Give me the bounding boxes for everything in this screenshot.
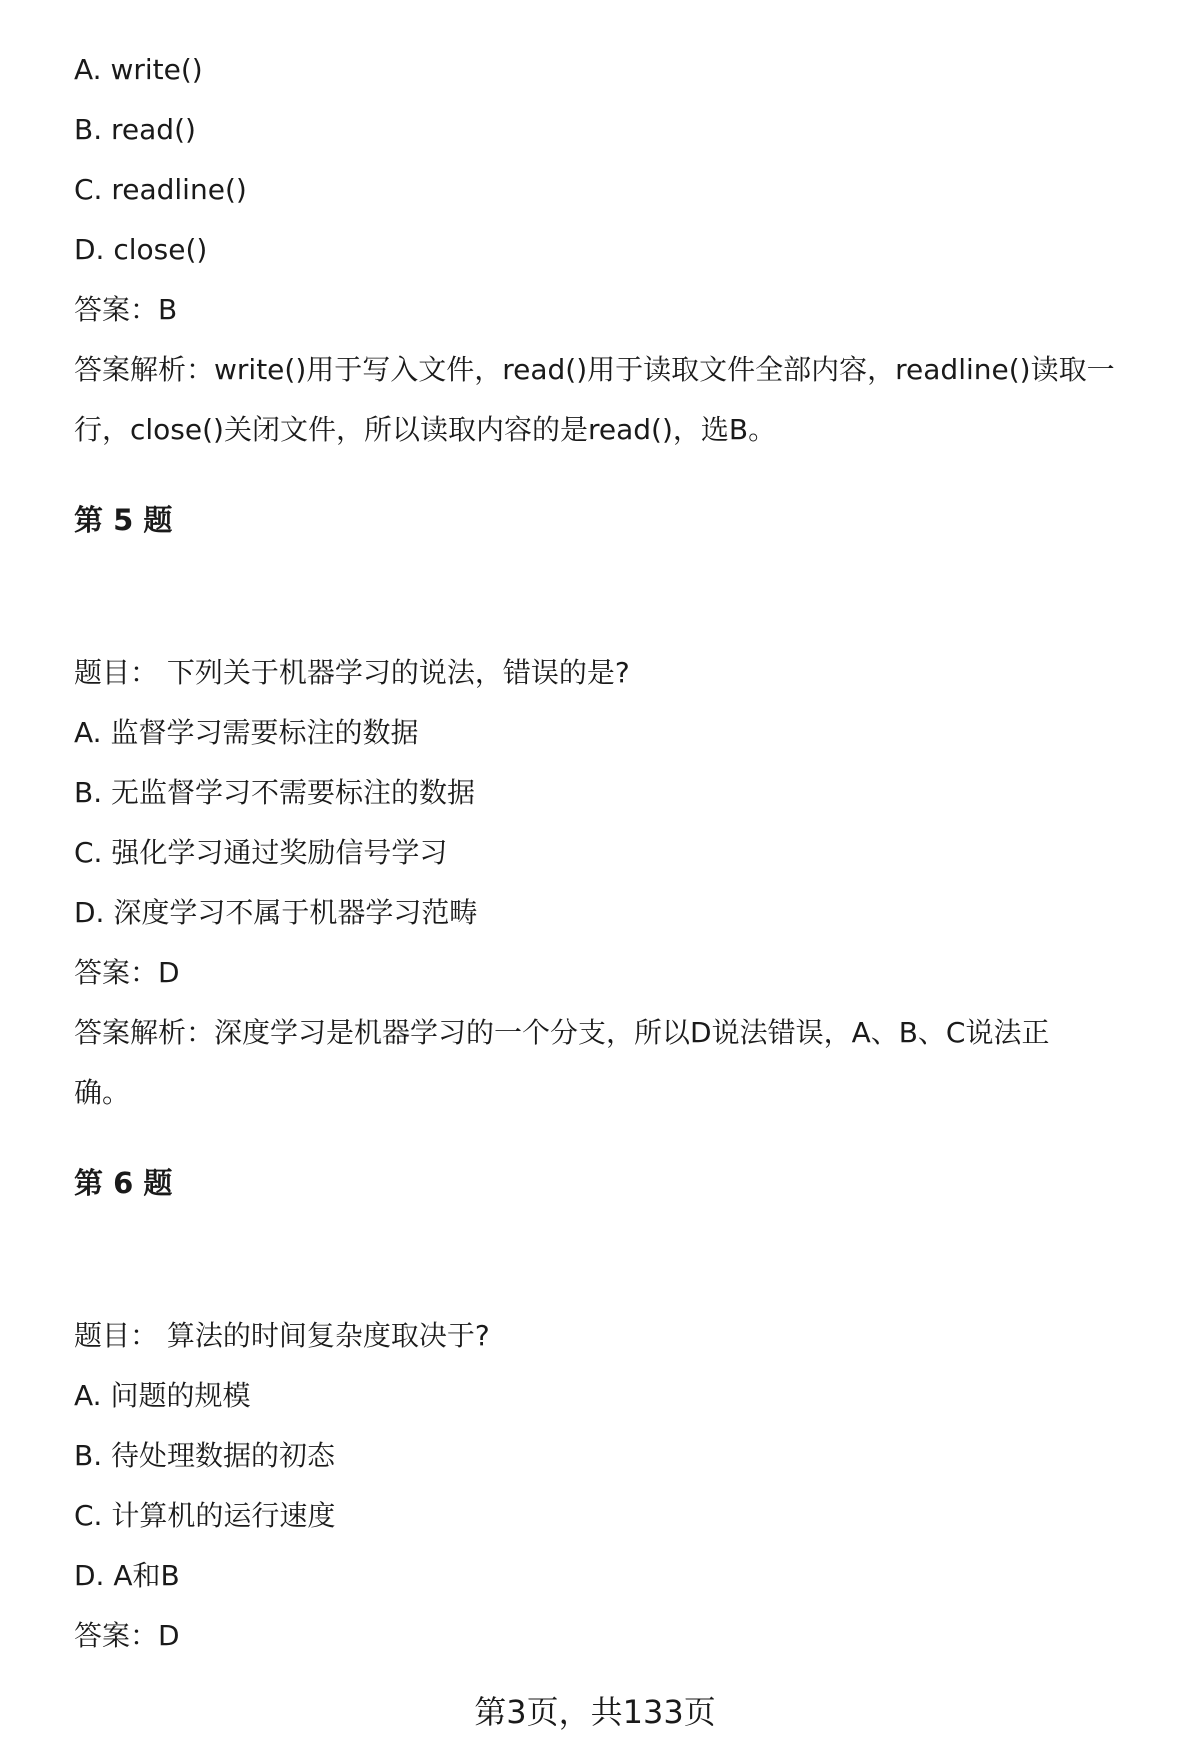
q4-option-b: B. read() (74, 113, 196, 146)
q5-analysis-line2: 确。 (74, 1076, 131, 1109)
q6-option-c: C. 计算机的运行速度 (74, 1499, 336, 1532)
q5-answer: 答案：D (74, 956, 180, 989)
q4-option-a: A. write() (74, 53, 203, 86)
q4-option-d: D. close() (74, 233, 208, 266)
q6-question: 题目： 算法的时间复杂度取决于? (74, 1319, 490, 1352)
page-footer: 第3页，共133页 (474, 1693, 716, 1731)
q5-option-b: B. 无监督学习不需要标注的数据 (74, 776, 476, 809)
q6-heading: 第 6 题 (74, 1166, 173, 1200)
q6-answer: 答案：D (74, 1619, 180, 1652)
q4-option-c: C. readline() (74, 173, 247, 206)
q6-option-b: B. 待处理数据的初态 (74, 1439, 336, 1472)
document-page (74, 0, 1154, 1755)
q6-option-a: A. 问题的规模 (74, 1379, 251, 1412)
q4-analysis-line2: 行，close()关闭文件，所以读取内容的是read()，选B。 (74, 413, 777, 446)
q5-heading: 第 5 题 (74, 503, 173, 537)
q4-answer: 答案：B (74, 293, 178, 326)
q5-option-a: A. 监督学习需要标注的数据 (74, 716, 419, 749)
q5-option-c: C. 强化学习通过奖励信号学习 (74, 836, 448, 869)
q5-question: 题目： 下列关于机器学习的说法，错误的是? (74, 656, 630, 689)
q4-analysis-line1: 答案解析：write()用于写入文件，read()用于读取文件全部内容，readline()读取一 (74, 353, 1115, 386)
q6-option-d: D. A和B (74, 1559, 180, 1592)
q5-analysis-line1: 答案解析：深度学习是机器学习的一个分支，所以D说法错误，A、B、C说法正 (74, 1016, 1050, 1049)
q5-option-d: D. 深度学习不属于机器学习范畴 (74, 896, 478, 929)
